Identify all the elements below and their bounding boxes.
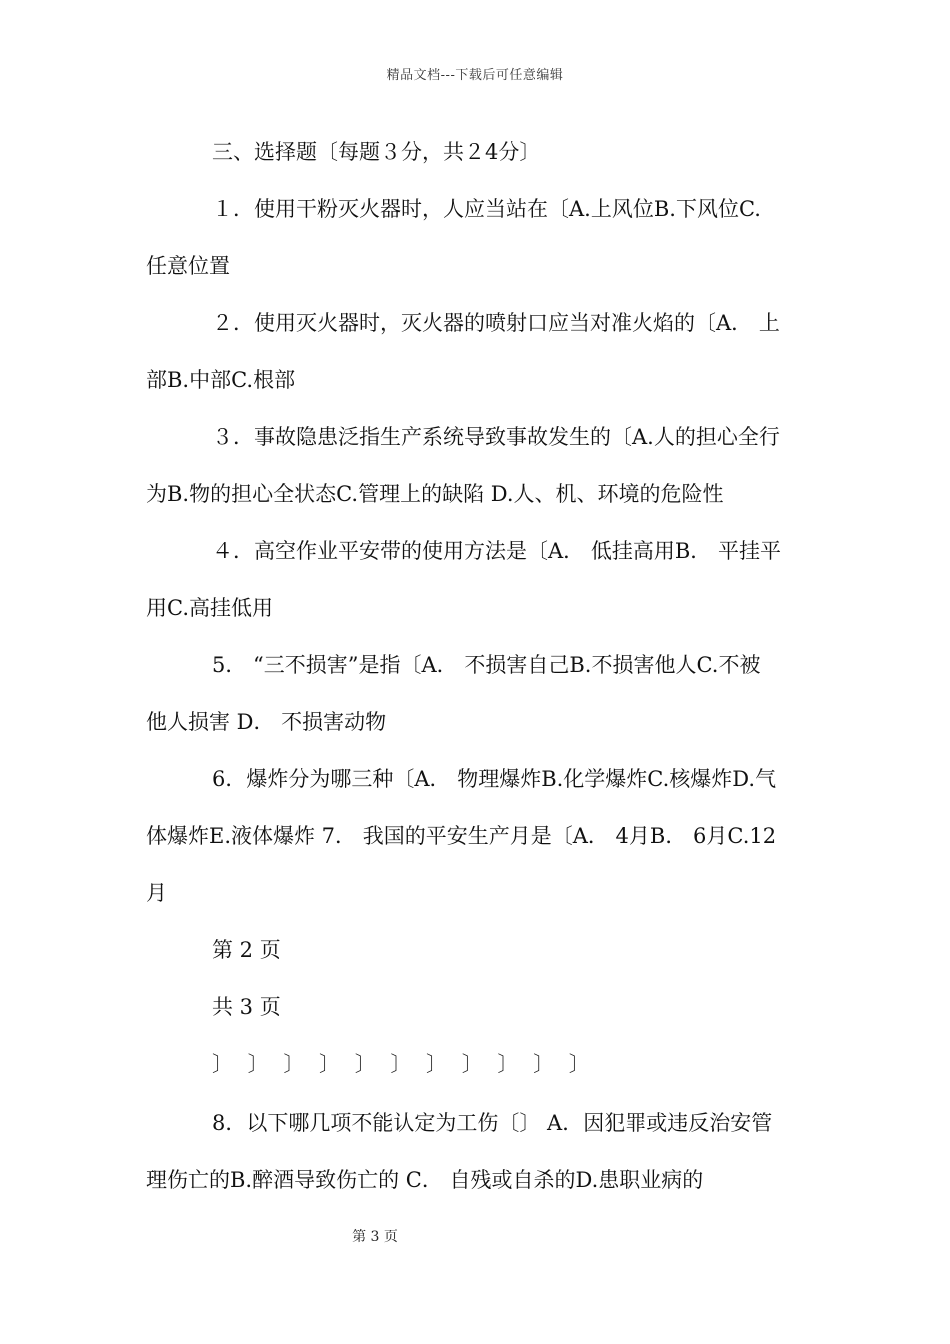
question-1-line-2: 任意位置: [146, 254, 230, 278]
question-7-tail: 月: [146, 881, 167, 905]
page-header: 精品文档---下载后可任意编辑: [386, 68, 564, 83]
page-number-note: 第 2 页: [212, 938, 281, 962]
total-pages-note: 共 3 页: [212, 995, 281, 1019]
section-title: 三、选择题〔每题３分，共２4分〕: [212, 140, 541, 164]
question-5-line-2: 他人损害 D． 不损害动物: [146, 710, 387, 734]
question-3-line-2: 为B.物的担心全状态C.管理上的缺陷 D.人、机、环境的危险性: [146, 482, 724, 506]
question-6-line-2: 体爆炸E.液体爆炸 7． 我国的平安生产月是〔A． 4月B． 6月C.12: [146, 824, 777, 848]
question-4-line-1: ４．高空作业平安带的使用方法是〔A． 低挂高用B． 平挂平: [212, 539, 781, 563]
question-3-line-1: ３．事故隐患泛指生产系统导致事故发生的〔A.人的担心全行: [212, 425, 780, 449]
question-6-line-1: 6．爆炸分为哪三种〔A． 物理爆炸B.化学爆炸C.核爆炸D.气: [212, 767, 777, 791]
bracket-row: 〕 〕 〕 〕 〕 〕 〕 〕 〕 〕 〕: [212, 1052, 590, 1076]
question-2-line-2: 部B.中部C.根部: [146, 368, 296, 392]
page-footer: 第 3 页: [352, 1229, 398, 1245]
question-5-line-1: 5． “三不损害”是指〔A． 不损害自己B.不损害他人C.不被: [212, 653, 761, 677]
question-1-line-1: １．使用干粉灭火器时，人应当站在〔A.上风位B.下风位C.: [212, 197, 761, 221]
question-8-line-2: 理伤亡的B.醉酒导致伤亡的 C． 自残或自杀的D.患职业病的: [146, 1168, 704, 1192]
question-8-line-1: 8．以下哪几项不能认定为工伤〔〕 A．因犯罪或违反治安管: [212, 1111, 773, 1135]
question-4-line-2: 用C.高挂低用: [146, 596, 273, 620]
question-2-line-1: ２．使用灭火器时，灭火器的喷射口应当对准火焰的〔A． 上: [212, 311, 780, 335]
